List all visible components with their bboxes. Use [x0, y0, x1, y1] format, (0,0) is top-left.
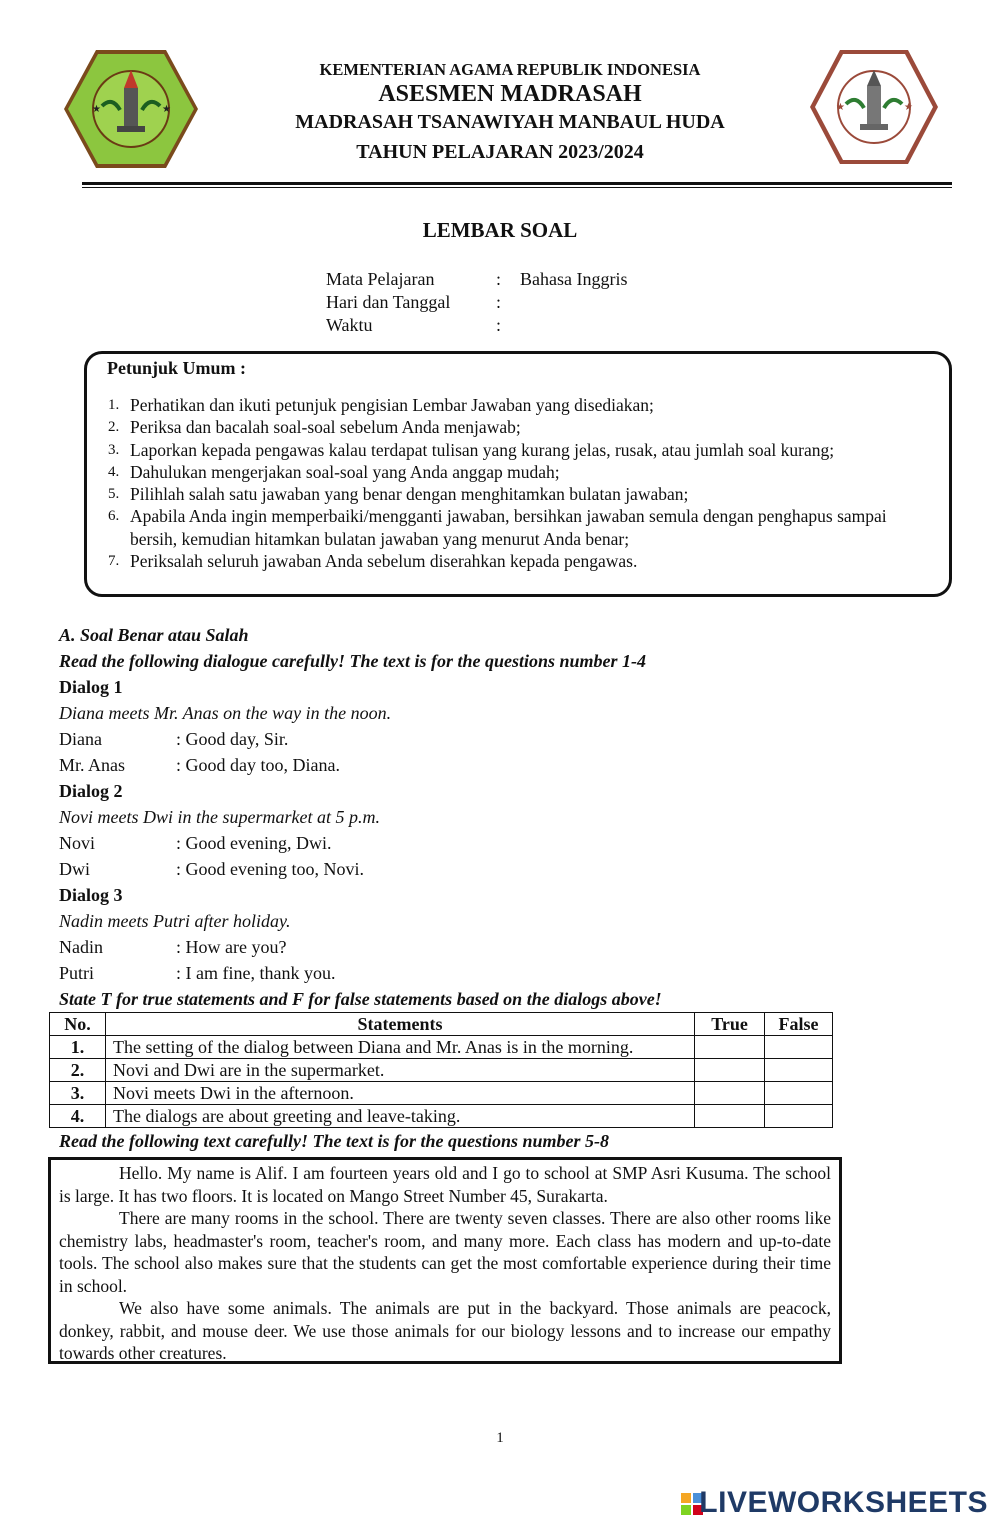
table-row [50, 1036, 833, 1059]
tf-instruction: State T for true statements and F for false statements based on the dialogs above! [59, 989, 662, 1009]
speaker: Mr. Anas [59, 755, 126, 775]
meta-colon: : [496, 292, 502, 312]
header-rule-thin [82, 187, 952, 188]
speaker: Novi [59, 833, 95, 853]
header-false: False [765, 1013, 833, 1036]
liveworksheets-watermark: LIVEWORKSHEETS [699, 1486, 988, 1519]
true-answer-cell[interactable] [695, 1036, 765, 1059]
utterance: : Good day too, Diana. [176, 755, 340, 775]
statements-table [49, 1012, 833, 1128]
header-rule-thick [82, 182, 952, 185]
exam-heading: ASESMEN MADRASAH [378, 81, 642, 107]
header-statements: Statements [105, 1013, 694, 1036]
section-a-heading: A. Soal Benar atau Salah [59, 625, 249, 645]
false-answer-cell[interactable] [765, 1059, 833, 1082]
utterance: : Good day, Sir. [176, 729, 289, 749]
header-true: True [695, 1013, 765, 1036]
utterance: : How are you? [176, 937, 287, 957]
meta-colon: : [496, 269, 502, 289]
instruction-item: 4. Dahulukan mengerjakan soal-soal yang Anda anggap mudah; [108, 461, 560, 482]
ministry-heading: KEMENTERIAN AGAMA REPUBLIK INDONESIA [319, 60, 701, 79]
true-answer-cell[interactable] [695, 1105, 765, 1128]
dialog-title: Dialog 1 [59, 677, 123, 697]
table-row [50, 1082, 833, 1105]
instructions-list [108, 394, 888, 572]
utterance: : Good evening, Dwi. [176, 833, 332, 853]
page-title: LEMBAR SOAL [422, 218, 578, 242]
instruction-item: 2. Periksa dan bacalah soal-soal sebelum Anda menjawab; [108, 417, 521, 438]
speaker: Putri [59, 963, 95, 983]
page-number: 1 [496, 1430, 504, 1446]
instruction-item: 1. Perhatikan dan ikuti petunjuk pengisian Lembar Jawaban yang disediakan; [108, 395, 654, 415]
row-statement: The dialogs are about greeting and leave-taking. [105, 1105, 694, 1128]
dialog-instruction: Read the following dialogue carefully! The text is for the questions number 1-4 [59, 651, 647, 671]
passage-paragraph: Hello. My name is Alif. I am fourteen years old and I go to school at SMP Asri Kusuma. The school is large. It has two floors. It is located on Mango Street Number 45, Surakarta. [59, 1163, 831, 1206]
row-statement: Novi meets Dwi in the afternoon. [105, 1082, 694, 1105]
instruction-item: 5. Pilihlah salah satu jawaban yang benar dengan menghitamkan bulatan jawaban; [108, 484, 689, 505]
svg-text:★: ★ [162, 104, 171, 115]
speaker: Nadin [59, 937, 103, 957]
passage-instruction: Read the following text carefully! The text is for the questions number 5-8 [59, 1131, 610, 1151]
row-number: 1. [50, 1036, 106, 1059]
school-heading: MADRASAH TSANAWIYAH MANBAUL HUDA [295, 111, 725, 133]
row-statement: Novi and Dwi are in the supermarket. [105, 1059, 694, 1082]
false-answer-cell[interactable] [765, 1105, 833, 1128]
table-row [50, 1059, 833, 1082]
instruction-item: 3. Laporkan kepada pengawas kalau terdapat tulisan yang kurang jelas, rusak, atau jumlah soal kurang; [108, 439, 835, 460]
svg-text:★: ★ [904, 102, 913, 113]
row-number: 2. [50, 1059, 106, 1082]
year-heading: TAHUN PELAJARAN 2023/2024 [356, 141, 644, 163]
true-answer-cell[interactable] [695, 1082, 765, 1105]
instruction-item: 6. Apabila Anda ingin memperbaiki/mengganti jawaban, bersihkan jawaban semula dengan penghapus sampai bersih, kemudian hitamkan bulatan jawaban yang menurut Anda benar; [108, 506, 887, 549]
svg-text:★: ★ [836, 102, 845, 113]
meta-colon: : [496, 315, 502, 335]
false-answer-cell[interactable] [765, 1082, 833, 1105]
utterance: : I am fine, thank you. [176, 963, 336, 983]
meta-value: Bahasa Inggris [520, 269, 628, 289]
false-answer-cell[interactable] [765, 1036, 833, 1059]
dialog-title: Dialog 3 [59, 885, 123, 905]
header-no: No. [50, 1013, 106, 1036]
table-row [50, 1105, 833, 1128]
passage-paragraph: We also have some animals. The animals are put in the backyard. Those animals are peacock, donkey, rabbit, and mouse deer. We use those animals for our biology lessons and to increase our empathy towards other creatures. [59, 1298, 831, 1363]
meta-label: Mata Pelajaran [326, 269, 435, 289]
reading-passage [48, 1157, 842, 1364]
dialog-context: Nadin meets Putri after holiday. [59, 911, 291, 931]
instruction-item: 7. Periksalah seluruh jawaban Anda sebelum diserahkan kepada pengawas. [108, 551, 638, 572]
row-number: 3. [50, 1082, 106, 1105]
svg-text:★: ★ [92, 104, 101, 115]
meta-label: Hari dan Tanggal [326, 292, 451, 312]
passage-paragraph: There are many rooms in the school. There are twenty seven classes. There are also other rooms like chemistry labs, headmaster's room, teacher's room, and many more. Each class has modern and up-to-date tools. The school also makes sure that the students can get the most comfortable experience during their time in school. [59, 1208, 831, 1296]
table-header-row [50, 1013, 833, 1036]
utterance: : Good evening too, Novi. [176, 859, 364, 879]
instructions-title: Petunjuk Umum : [107, 358, 247, 378]
dialog-context: Novi meets Dwi in the supermarket at 5 p.m. [59, 807, 380, 827]
dialog-title: Dialog 2 [59, 781, 123, 801]
speaker: Dwi [59, 859, 90, 879]
meta-label: Waktu [326, 315, 373, 335]
row-number: 4. [50, 1105, 106, 1128]
row-statement: The setting of the dialog between Diana and Mr. Anas is in the morning. [105, 1036, 694, 1059]
true-answer-cell[interactable] [695, 1059, 765, 1082]
dialog-context: Diana meets Mr. Anas on the way in the noon. [59, 703, 392, 723]
speaker: Diana [59, 729, 102, 749]
